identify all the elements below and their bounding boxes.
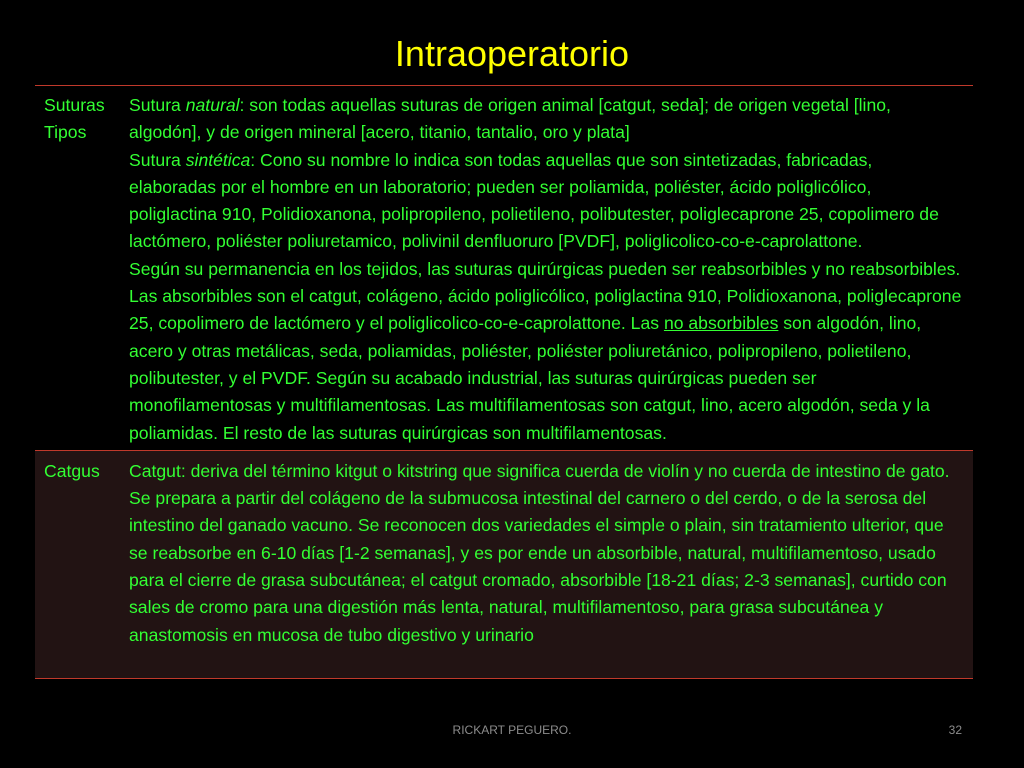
row-content <box>129 458 973 676</box>
text-segment: Sutura <box>129 95 186 115</box>
underlined-no-absorbibles: no absorbibles <box>663 313 779 334</box>
text-segment: son algodón, lino, acero y otras metálicas, seda, poliamidas, poliéster, poliéster poliuretánico, polipropileno, polietileno, polibutester, y el PVDF. Según su acabado industrial, las suturas quirúrgicas pueden ser monofilamentosas y multifilamentosas. Las multifilamentosas son catgut, lino, acero algodón, seda y la poliamidas. El resto de las suturas quirúrgicas son multifilamentosas. <box>129 313 930 443</box>
row-label-line1: Suturas <box>44 95 105 115</box>
row-label-line1: Catgus <box>44 460 100 481</box>
slide-number: 32 <box>948 723 962 737</box>
paragraph-natural <box>129 92 963 147</box>
paragraph-permanencia <box>129 256 963 447</box>
row-label-line2: Tipos <box>44 122 87 143</box>
text-segment: : Cono su nombre lo indica son todas aquellas que son sintetizadas, fabricadas, elaboradas por el hombre en un laboratorio; pueden ser poliamida, poliéster, ácido poliglicólico, poliglactina 910, Polidioxanona, polipropileno, polietileno, polibutester, poliglecaprone 25, copolimero de lactómero, poliéster poliuretamico, polivinil denfluoruro [PVDF], poliglicolico-co-e-caprolattone. <box>129 149 939 252</box>
emphasis-natural: natural <box>185 95 240 115</box>
slide-title: Intraoperatorio <box>394 33 630 74</box>
text-segment: Sutura <box>129 149 186 170</box>
paragraph-sintetica <box>129 147 963 256</box>
row-label <box>35 92 129 447</box>
paragraph-catgut: Catgut: deriva del término kitgut o kitstring que significa cuerda de violín y no cuerda de intestino de gato. Se prepara a partir del colágeno de la submucosa intestinal del carnero o del cerdo, o de la serosa del intestino del ganado vacuno. Se reconocen dos variedades el simple o plain, sin tratamiento ulterior, que se reabsorbe en 6-10 días [1-2 semanas], y es por ende un absorbible, natural, multifilamentoso, usado para el cierre de grasa subcutánea; el catgut cromado, absorbible [18-21 días; 2-3 semanas], curtido con sales de cromo para una digestión más lenta, natural, multifilamentoso, para grasa subcutánea y anastomosis en mucosa de tubo digestivo y urinario <box>129 460 950 645</box>
text-segment: : son todas aquellas suturas de origen animal [catgut, seda]; de origen vegetal [lino, algodón], y de origen mineral [acero, titanio, tantalio, oro y plata] <box>129 95 891 143</box>
table-row-catgus <box>35 451 973 679</box>
table-row-suturas <box>35 86 973 451</box>
text-segment: Según su permanencia en los tejidos, las suturas quirúrgicas pueden ser reabsorbibles y no reabsorbibles. Las absorbibles son el catgut, colágeno, ácido poliglicólico, poliglactina 910, Polidioxanona, poliglecaprone 25, copolimero de lactómero y el poliglicolico-co-e-caprolattone. Las <box>129 258 962 334</box>
row-content <box>129 92 973 447</box>
content-table <box>35 85 973 679</box>
emphasis-sintetica: sintética <box>185 149 251 170</box>
row-label <box>35 458 129 676</box>
footer-author: RICKART PEGUERO. <box>452 723 572 737</box>
